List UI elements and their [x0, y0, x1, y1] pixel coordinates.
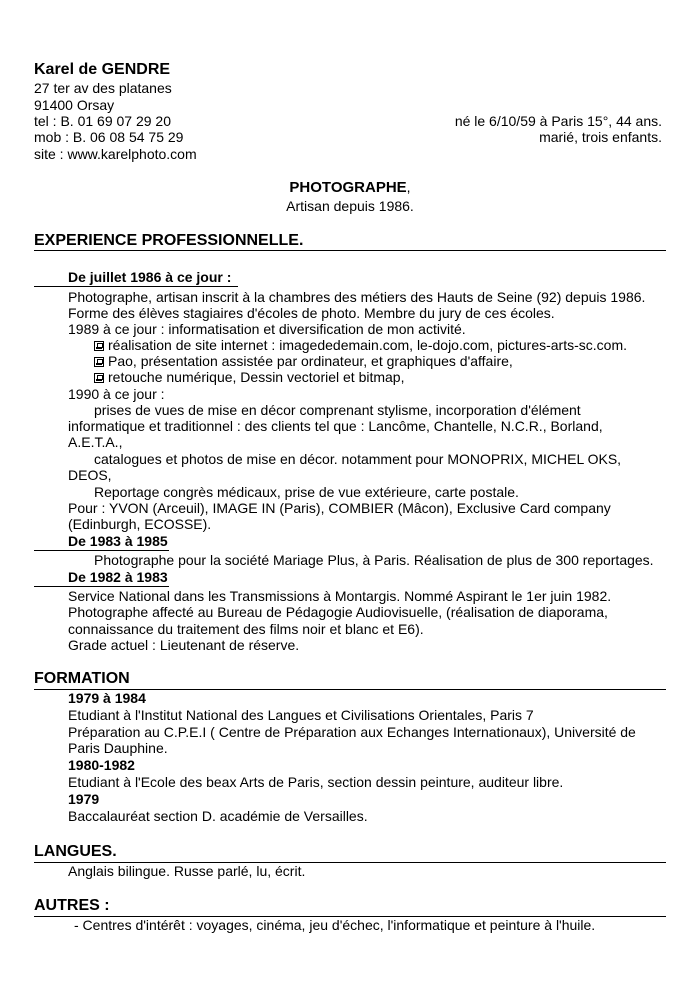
- bullet-text: réalisation de site internet : imagededemain.com, le-dojo.com, pictures-arts-sc.com.: [108, 337, 627, 353]
- formation-1-line-2: Préparation au C.P.E.I ( Centre de Préparation aux Echanges Internationaux), Université de: [68, 724, 636, 740]
- exp1-line-12: (Edinburgh, ECOSSE).: [68, 516, 212, 532]
- disk-icon: [94, 341, 104, 351]
- experience-period-2: De 1983 à 1985: [68, 533, 168, 549]
- langues-heading: LANGUES.: [34, 843, 117, 860]
- formation-year-1: 1979 à 1984: [68, 690, 146, 706]
- exp2-line-1: Photographe pour la société Mariage Plus, à Paris. Réalisation de plus de 300 reportages.: [94, 552, 654, 568]
- period-2-underline: [34, 550, 169, 551]
- disk-icon: [94, 357, 104, 367]
- exp1-bullet-2: [94, 353, 513, 370]
- family-info: marié, trois enfants.: [539, 129, 662, 145]
- job-title-block: [200, 179, 500, 196]
- experience-rule: [34, 250, 666, 251]
- exp1-line-3: 1989 à ce jour : informatisation et diversification de mon activité.: [68, 321, 466, 337]
- formation-heading: FORMATION: [34, 670, 130, 687]
- formation-3-line-1: Baccalauréat section D. académie de Versailles.: [68, 808, 368, 824]
- formation-year-2: 1980-1982: [68, 757, 135, 773]
- exp1-line-1: Photographe, artisan inscrit à la chambres des métiers des Hauts de Seine (92) depuis 1986.: [68, 289, 646, 305]
- autres-heading: AUTRES :: [34, 897, 110, 914]
- exp1-line-6: informatique et traditionnel : des clients tel que : Lancôme, Chantelle, N.C.R., Borland,: [68, 418, 603, 434]
- period-3-underline: [34, 586, 169, 587]
- exp1-line-2: Forme des élèves stagiaires d'écoles de photo. Membre du jury de ces écoles.: [68, 305, 555, 321]
- address-line-2: 91400 Orsay: [34, 97, 115, 113]
- job-title-comma: ,: [406, 179, 411, 195]
- exp1-line-7: A.E.T.A.,: [68, 434, 123, 450]
- period-1-underline: [34, 286, 238, 287]
- mobile-line: mob : B. 06 08 54 75 29: [34, 129, 184, 145]
- job-subtitle: Artisan depuis 1986.: [286, 198, 414, 214]
- exp1-line-9: DEOS,: [68, 467, 112, 483]
- address-line-1: 27 ter av des platanes: [34, 80, 172, 96]
- phone-line: tel : B. 01 69 07 29 20: [34, 113, 171, 129]
- formation-2-line-1: Etudiant à l'Ecole des beax Arts de Paris, section dessin peinture, auditeur libre.: [68, 774, 564, 790]
- exp3-line-1: Service National dans les Transmissions à Montargis. Nommé Aspirant le 1er juin 1982.: [68, 588, 612, 604]
- job-title: PHOTOGRAPHE: [289, 179, 407, 196]
- exp1-line-8: catalogues et photos de mise en décor. notamment pour MONOPRIX, MICHEL OKS,: [94, 451, 622, 467]
- exp1-bullet-3: [94, 369, 404, 386]
- langues-line-1: Anglais bilingue. Russe parlé, lu, écrit.: [68, 863, 306, 879]
- formation-1-line-3: Paris Dauphine.: [68, 740, 168, 756]
- exp1-line-10: Reportage congrès médicaux, prise de vue extérieure, carte postale.: [94, 484, 519, 500]
- birth-info: né le 6/10/59 à Paris 15°, 44 ans.: [454, 113, 662, 129]
- experience-period-3: De 1982 à 1983: [68, 569, 168, 585]
- person-name: Karel de GENDRE: [34, 61, 171, 78]
- exp1-line-5: prises de vues de mise en décor comprenant stylisme, incorporation d'élément: [94, 402, 581, 418]
- exp1-bullet-1: [94, 337, 627, 354]
- exp3-line-4: Grade actuel : Lieutenant de réserve.: [68, 637, 300, 653]
- formation-year-3: 1979: [68, 791, 100, 807]
- exp3-line-2: Photographe affecté au Bureau de Pédagogie Audiovisuelle, (réalisation de diaporama,: [68, 604, 608, 620]
- disk-icon: [94, 373, 104, 383]
- experience-period-1: De juillet 1986 à ce jour :: [68, 269, 232, 285]
- autres-line-1: - Centres d'intérêt : voyages, cinéma, jeu d'échec, l'informatique et peinture à l'huile.: [74, 917, 596, 933]
- bullet-text: retouche numérique, Dessin vectoriel et bitmap,: [108, 369, 405, 385]
- experience-heading: EXPERIENCE PROFESSIONNELLE.: [34, 232, 304, 249]
- exp1-line-4: 1990 à ce jour :: [68, 386, 165, 402]
- exp1-line-11: Pour : YVON (Arceuil), IMAGE IN (Paris), COMBIER (Mâcon), Exclusive Card company: [68, 500, 611, 516]
- exp3-line-3: connaissance du traitement des films noir et blanc et E6).: [68, 621, 424, 637]
- website-line: site : www.karelphoto.com: [34, 146, 197, 162]
- formation-1-line-1: Etudiant à l'Institut National des Langues et Civilisations Orientales, Paris 7: [68, 707, 534, 723]
- bullet-text: Pao, présentation assistée par ordinateur, et graphiques d'affaire,: [108, 353, 513, 369]
